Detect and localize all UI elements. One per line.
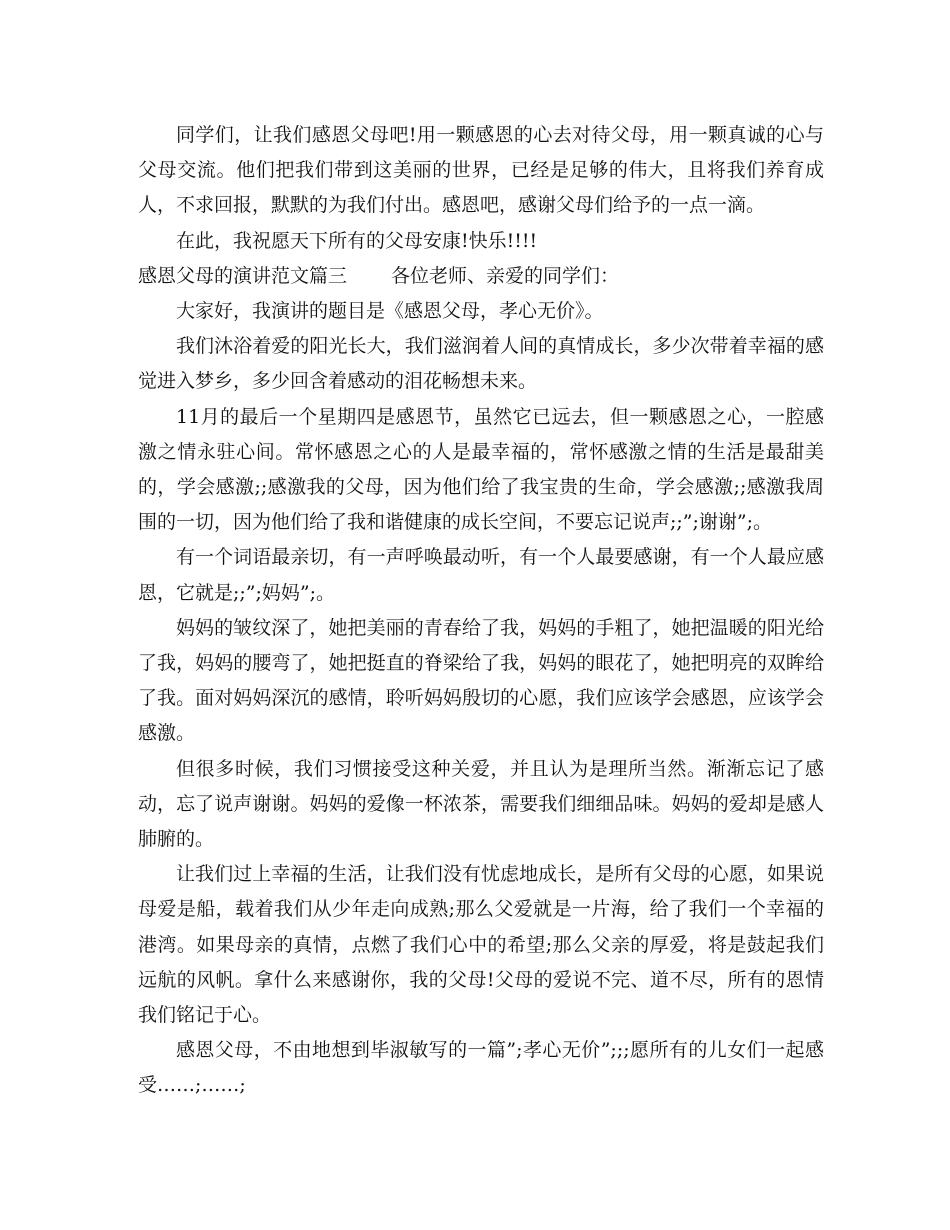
speech-paragraph-2: 我们沐浴着爱的阳光长大，我们滋润着人间的真情成长，多少次带着幸福的感觉进入梦乡，多少回含着感动的泪花畅想未来。 bbox=[138, 335, 824, 393]
section-heading bbox=[138, 259, 824, 294]
speech-paragraph-7: 让我们过上幸福的生活，让我们没有忧虑地成长，是所有父母的心愿，如果说母爱是船，载着我们从少年走向成熟;那么父爱就是一片海，给了我们一个幸福的港湾。如果母亲的真情，点燃了我们心中的希望;那么父亲的厚爱，将是鼓起我们远航的风帆。拿什么来感谢你，我的父母!父母的爱说不完、道不尽，所有的恩情我们铭记于心。 bbox=[138, 863, 824, 1027]
speech-paragraph-8: 感恩父母，不由地想到毕淑敏写的一篇”;孝心无价”;;;愿所有的儿女们一起感受……;……; bbox=[138, 1039, 824, 1097]
paragraph-2: 在此，我祝愿天下所有的父母安康!快乐!!!! bbox=[176, 229, 538, 252]
speech-paragraph-6: 但很多时候，我们习惯接受这种关爱，并且认为是理所当然。渐渐忘记了感动，忘了说声谢谢。妈妈的爱像一杯浓茶，需要我们细细品味。妈妈的爱却是感人肺腑的。 bbox=[138, 757, 824, 851]
salutation: 各位老师、亲爱的同学们： bbox=[391, 264, 620, 287]
speech-paragraph-3: 11月的最后一个星期四是感恩节，虽然它已远去，但一颗感恩之心，一腔感激之情永驻心间。常怀感恩之心的人是最幸福的，常怀感激之情的生活是最甜美的，学会感激;;感激我的父母，因为他们给了我宝贵的生命，学会感激;;感激我周围的一切，因为他们给了我和谐健康的成长空间，不要忘记说声;;”;谢谢”;。 bbox=[138, 405, 824, 534]
speech-paragraph-1: 大家好，我演讲的题目是《感恩父母，孝心无价》。 bbox=[176, 300, 604, 323]
document-body bbox=[138, 118, 824, 1104]
speech-paragraph-5: 妈妈的皱纹深了，她把美丽的青春给了我，妈妈的手粗了，她把温暖的阳光给了我，妈妈的腰弯了，她把挺直的脊梁给了我，妈妈的眼花了，她把明亮的双眸给了我。面对妈妈深沉的感情，聆听妈妈殷切的心愿，我们应该学会感恩，应该学会感激。 bbox=[138, 616, 824, 745]
speech-paragraph-4: 有一个词语最亲切，有一声呼唤最动听，有一个人最要感谢，有一个人最应感恩，它就是;;”;妈妈”;。 bbox=[138, 546, 824, 604]
section-title: 感恩父母的演讲范文篇三 bbox=[138, 264, 348, 287]
paragraph-1: 同学们，让我们感恩父母吧!用一颗感恩的心去对待父母，用一颗真诚的心与父母交流。他们把我们带到这美丽的世界，已经是足够的伟大，且将我们养育成人，不求回报，默默的为我们付出。感恩吧，感谢父母们给予的一点一滴。 bbox=[138, 124, 824, 217]
